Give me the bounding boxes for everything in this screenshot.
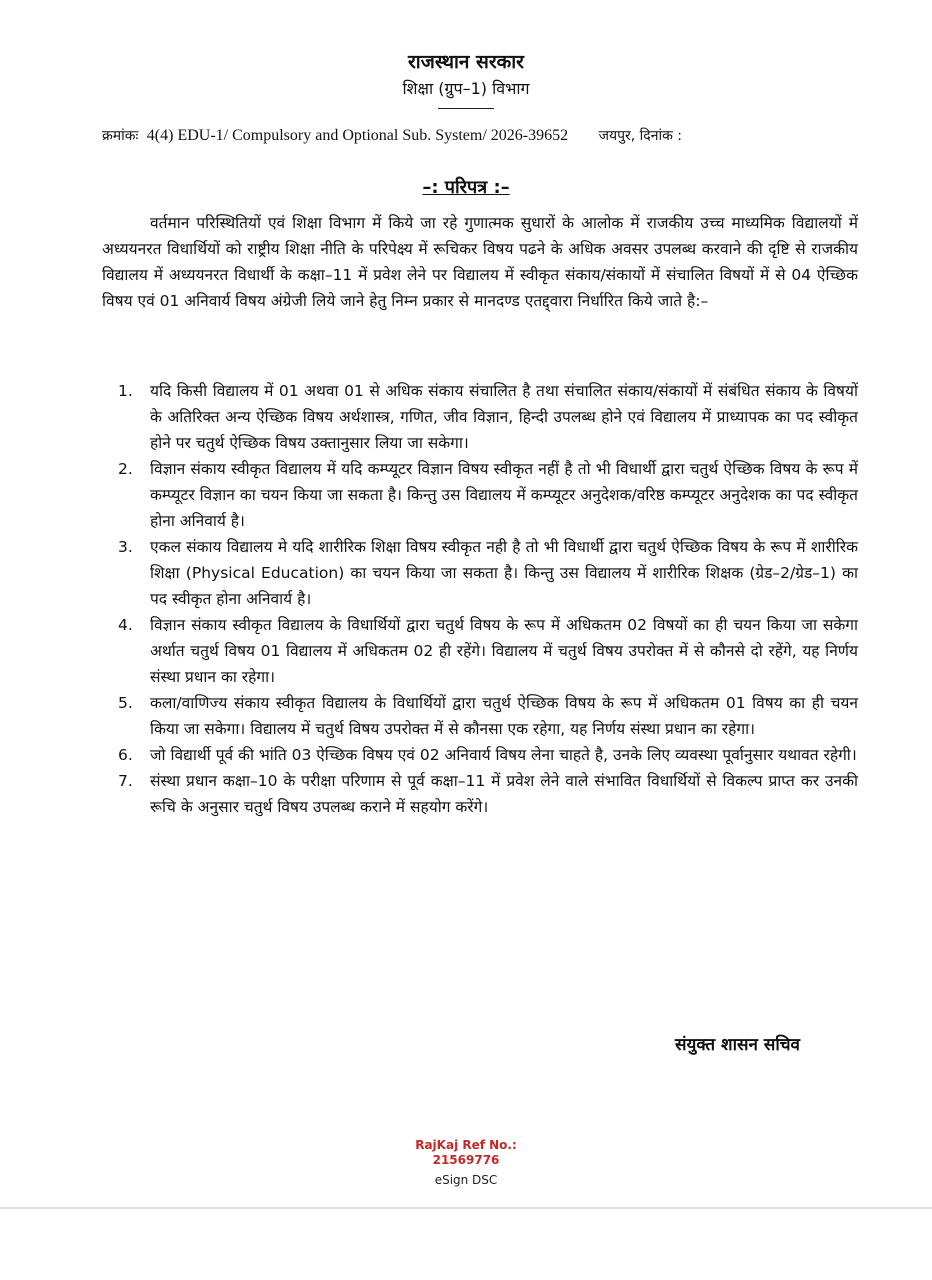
page-bottom-margin [0,1209,932,1280]
list-item [118,534,858,612]
list-item [118,690,858,742]
intro-paragraph: वर्तमान परिस्थितियों एवं शिक्षा विभाग में किये जा रहे गुणात्मक सुधारों के आलोक में राजकीय उच्च माध्यमिक विद्यालयों में अध्ययनरत विधार्थियों को राष्ट्रीय शिक्षा नीति के परिपेक्ष्य में रूचिकर विषय पढने के अधिक अवसर उपलब्ध करवाने की दृष्टि से राजकीय विद्यालय में अध्ययनरत विधार्थी के कक्षा–11 में प्रवेश लेने पर विद्यालय में स्वीकृत संकाय/संकायों में संचालित विषयों में से 04 ऐच्छिक विषय एवं 01 अनिवार्य विषय अंग्रेजी लिये जाने हेतु निम्न प्रकार से मानदण्ड एतद्द्वारा निर्धारित किये जाते है:– [102,214,858,310]
list-item [118,612,858,690]
list-item [118,456,858,534]
reference-label: क्रमांकः [102,128,139,144]
circular-heading-text: –: परिपत्र :– [422,177,510,198]
list-item [118,378,858,456]
reference-number: 4(4) EDU-1/ Compulsory and Optional Sub. System/ 2026-39652 [146,127,569,144]
list-item-number: 5. [118,694,133,712]
list-item-text: संस्था प्रधान कक्षा–10 के परीक्षा परिणाम से पूर्व कक्षा–11 में प्रवेश लेने वाले संभावित विधार्थियों से विकल्प प्राप्त कर उनकी रूचि के अनुसार चतुर्थ विषय उपलब्ध कराने में सहयोग करेंगे। [150,772,858,816]
government-title: राजस्थान सरकार [408,51,524,73]
header-divider [438,108,494,109]
place-date: जयपुर, दिनांक : [598,128,683,144]
department-title: शिक्षा (ग्रुप–1) विभाग [402,79,530,98]
list-item [118,768,858,820]
esign-label: eSign DSC [434,1173,498,1187]
list-item-text: विज्ञान संकाय स्वीकृत विद्यालय में यदि कम्प्यूटर विज्ञान विषय स्वीकृत नहीं है तो भी विधार्थी द्वारा चतुर्थ ऐच्छिक विषय के रूप में कम्प्यूटर विज्ञान का चयन किया जा सकता है। किन्तु उस विद्यालय में कम्प्यूटर अनुदेशक/वरिष्ठ कम्प्यूटर अनुदेशक का पद स्वीकृत होना अनिवार्य है। [150,460,858,530]
list-item-text: यदि किसी विद्यालय में 01 अथवा 01 से अधिक संकाय संचालित है तथा संचालित संकाय/संकायों में संबंधित संकाय के विषयों के अतिरिक्त अन्य ऐच्छिक विषय अर्थशास्त्र, गणित, जीव विज्ञान, हिन्दी उपलब्ध होने एवं विद्यालय में प्राध्यापक का पद स्वीकृत होने पर चतुर्थ ऐच्छिक विषय उक्तानुसार लिया जा सकेगा। [150,382,858,452]
list-item-text: कला/वाणिज्य संकाय स्वीकृत विद्यालय के विधार्थियों द्वारा चतुर्थ ऐच्छिक विषय के रूप में अधिकतम 01 विषय का ही चयन किया जा सकेगा। विद्यालय में चतुर्थ विषय उपरोक्त में से कौनसा एक रहेगा, यह निर्णय संस्था प्रधान का रहेगा। [150,694,858,738]
signatory: संयुक्त शासन सचिव [674,1035,800,1055]
criteria-list [118,378,858,820]
list-item-number: 7. [118,772,133,790]
list-item [118,742,858,768]
list-item-text: विज्ञान संकाय स्वीकृत विद्यालय के विधार्थियों द्वारा चतुर्थ विषय के रूप में अधिकतम 02 विषयों का ही चयन किया जा सकेगा अर्थात चतुर्थ विषय 01 विद्यालय में अधिकतम 02 ही रहेंगे। विद्यालय में चतुर्थ विषय उपरोक्त में से कौनसे दो रहेंगे, यह निर्णय संस्था प्रधान का रहेगा। [150,616,858,686]
document-header [0,50,932,109]
list-item-number: 1. [118,382,133,400]
list-item-text: जो विद्यार्थी पूर्व की भांति 03 ऐच्छिक विषय एवं 02 अनिवार्य विषय लेना चाहते है, उनके लिए व्यवस्था पूर्वानुसार यथावत रहेगी। [150,746,857,764]
list-item-number: 3. [118,538,133,556]
rajkaj-ref-label: RajKaj Ref No.: [415,1138,517,1152]
list-item-number: 4. [118,616,133,634]
esign-stamp [380,1138,552,1188]
list-item-number: 2. [118,460,133,478]
list-item-text: एकल संकाय विद्यालय मे यदि शारीरिक शिक्षा विषय स्वीकृत नही है तो भी विधार्थी द्वारा चतुर्थ ऐच्छिक विषय के रूप में शारीरिक शिक्षा (Physical Education) का चयन किया जा सकता है। किन्तु उस विद्यालय में शारीरिक शिक्षक (ग्रेड–2/ग्रेड–1) का पद स्वीकृत होना अनिवार्य है। [150,538,858,608]
circular-heading [0,176,932,200]
reference-line [102,126,892,146]
rajkaj-ref-number: 21569776 [432,1153,500,1167]
list-item-number: 6. [118,746,133,764]
